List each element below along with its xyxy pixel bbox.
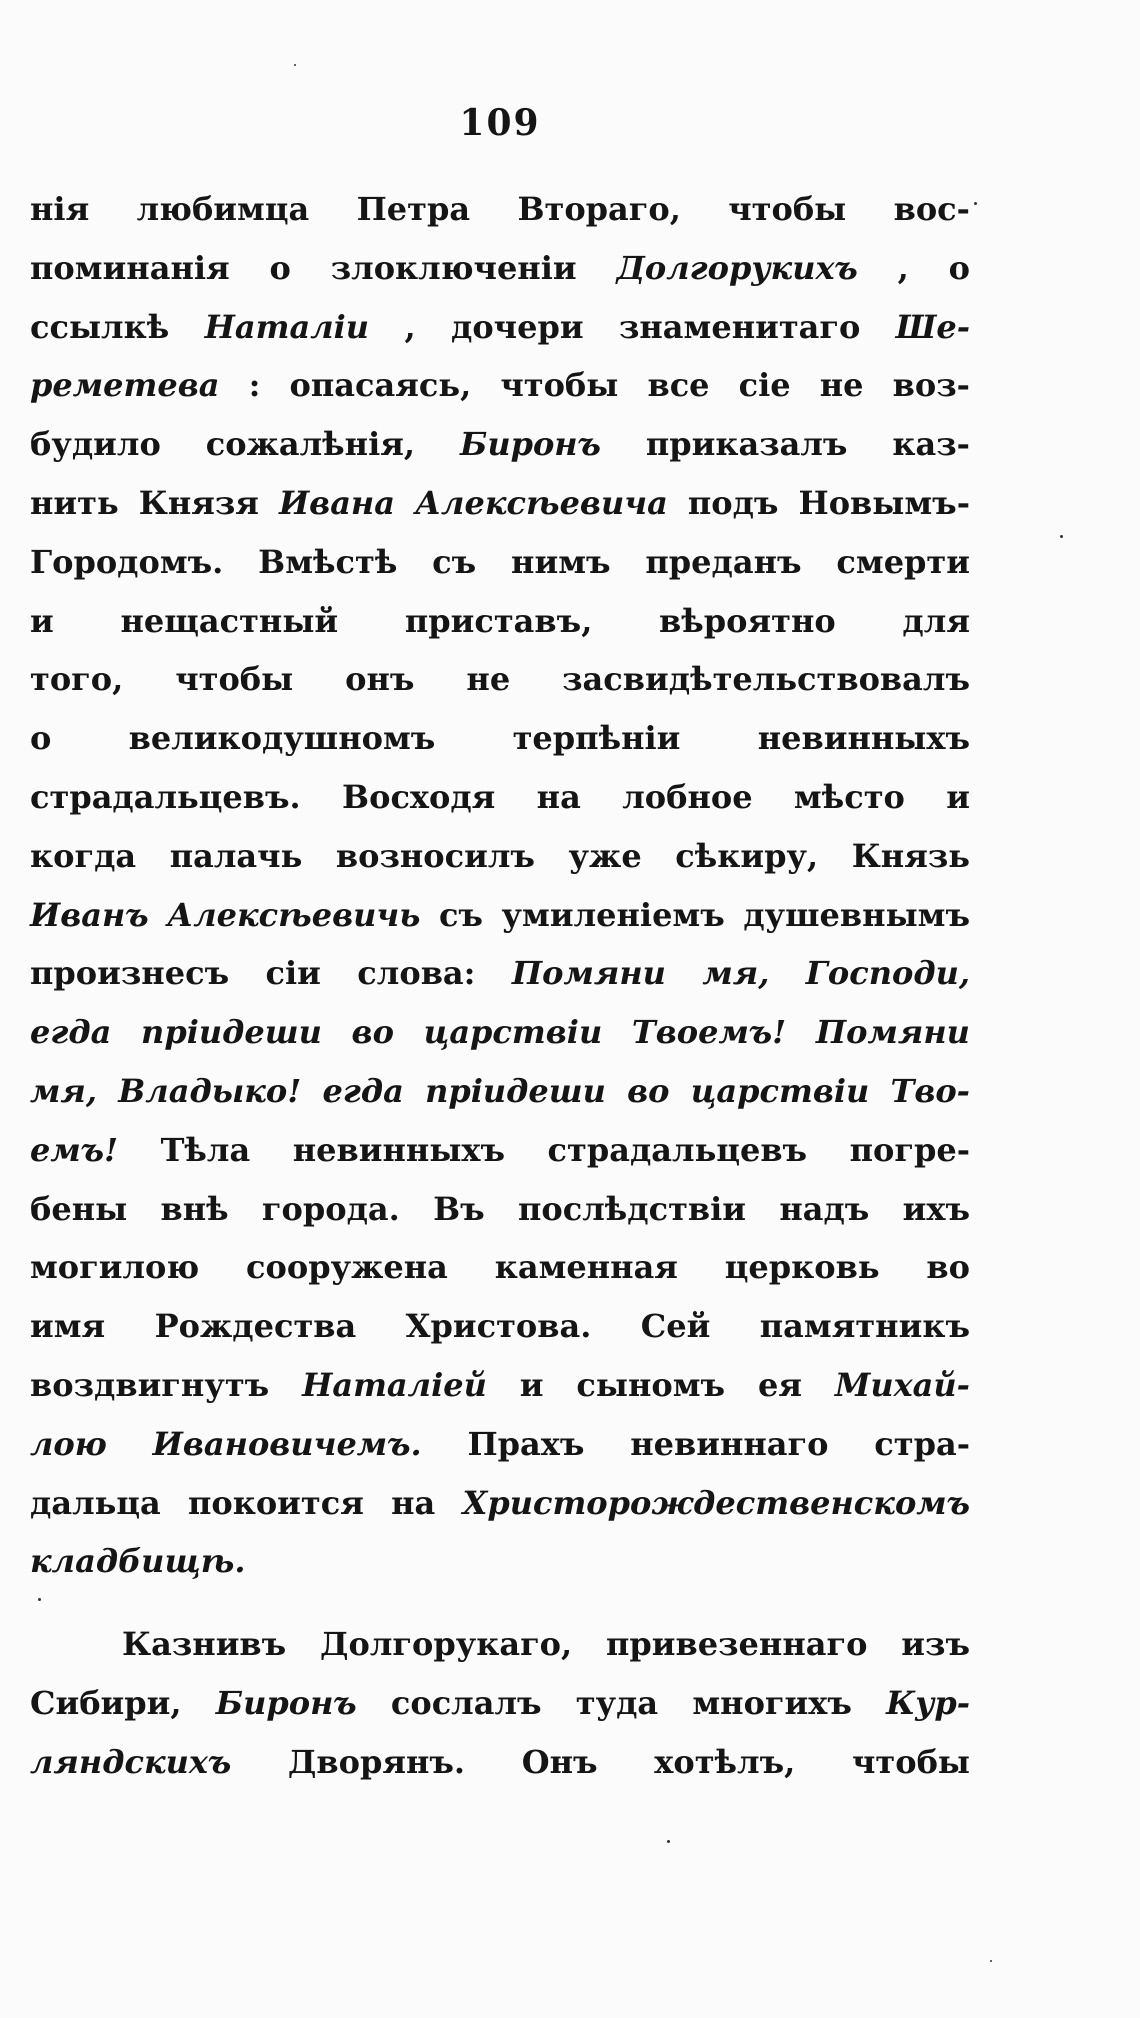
word: онъ <box>345 660 415 699</box>
word: города. <box>261 1189 400 1228</box>
word: съ <box>438 895 483 934</box>
word: чтобы <box>851 1742 970 1781</box>
print-speck <box>667 1840 670 1843</box>
text-line <box>30 1733 970 1792</box>
word: чтобы <box>500 366 619 405</box>
word: терпѣніи <box>512 719 681 758</box>
text-line <box>30 533 970 592</box>
italic-word: Биронъ <box>459 425 601 464</box>
text-line <box>30 1415 970 1474</box>
word: привезеннаго <box>606 1625 868 1664</box>
word: когда <box>30 836 137 875</box>
word: сіе <box>738 366 791 405</box>
word: Въ <box>433 1189 485 1228</box>
word: чтобы <box>728 190 847 228</box>
word: на <box>536 777 581 816</box>
word: Втораго, <box>517 190 681 228</box>
text-line <box>30 1674 970 1733</box>
page-number: 109 <box>459 102 541 144</box>
text-line <box>30 1238 970 1297</box>
word: опасаясь, <box>289 366 472 405</box>
word: сослалъ <box>390 1683 542 1722</box>
text-line <box>30 356 970 415</box>
word: Прахъ <box>467 1424 585 1463</box>
text-line <box>30 709 970 768</box>
word: Петра <box>356 190 471 228</box>
word: о <box>30 719 52 758</box>
word: вѣроятно <box>659 601 836 640</box>
italic-word: Тво- <box>890 1071 970 1110</box>
word: внѣ <box>160 1189 229 1228</box>
body-text <box>30 180 970 1792</box>
word: сыномъ <box>576 1365 726 1404</box>
italic-word: емъ! <box>30 1130 119 1169</box>
italic-word: пріидеши <box>425 1071 606 1110</box>
text-line <box>30 474 970 533</box>
word: послѣдствіи <box>517 1189 747 1228</box>
word: Восходя <box>342 777 496 816</box>
italic-word: Наталіей <box>302 1365 487 1404</box>
italic-word: Михай- <box>834 1365 970 1404</box>
word: ея <box>757 1365 802 1404</box>
italic-word: лою <box>30 1424 107 1463</box>
word: поминанія <box>30 248 230 287</box>
word: не <box>819 366 864 405</box>
italic-word: Господи, <box>805 954 970 993</box>
word: Городомъ. <box>30 542 224 581</box>
italic-word: Долгорукихъ <box>616 248 858 287</box>
word: сооружена <box>246 1248 448 1287</box>
text-line <box>30 1615 970 1674</box>
italic-word: царствіи <box>690 1071 870 1110</box>
word: Сей <box>640 1307 711 1346</box>
word: нимъ <box>511 542 611 581</box>
word: , <box>404 307 416 346</box>
italic-word: мя, <box>702 954 770 993</box>
text-line <box>30 1180 970 1239</box>
word: умиленіемъ <box>501 895 725 934</box>
word: смерти <box>836 542 970 581</box>
word: не <box>466 660 511 699</box>
italic-word: пріидеши <box>141 1013 322 1052</box>
word: злоключеніи <box>330 248 577 287</box>
word: вос- <box>893 190 970 228</box>
word: каменная <box>494 1248 678 1287</box>
word: Казнивъ <box>122 1625 287 1664</box>
italic-word: Помяни <box>815 1013 970 1052</box>
italic-word: Алексѣевичь <box>167 895 421 934</box>
word: , <box>897 248 909 287</box>
italic-word: Помяни <box>511 954 666 993</box>
text-line <box>30 1474 970 1533</box>
word: сожалѣнія, <box>205 425 416 464</box>
word: Дворянъ. <box>287 1742 466 1781</box>
text-line <box>30 1356 970 1415</box>
word: слова: <box>357 954 476 993</box>
text-line <box>30 650 970 709</box>
text-line <box>30 592 970 651</box>
word: надъ <box>779 1189 870 1228</box>
text-line <box>30 1532 970 1591</box>
word: подъ <box>687 483 779 522</box>
italic-word: Кур- <box>886 1683 970 1722</box>
italic-word: во <box>351 1013 394 1052</box>
word: страдальцевъ. <box>30 777 301 816</box>
word: Князя <box>138 483 259 522</box>
word: Рождества <box>154 1307 357 1346</box>
word: съ <box>432 542 477 581</box>
word: невинныхъ <box>757 719 970 758</box>
word: страдальцевъ <box>547 1130 808 1169</box>
word: и <box>519 1365 544 1404</box>
word: нія <box>30 190 90 228</box>
word: будило <box>30 425 161 464</box>
word: Онъ <box>521 1742 598 1781</box>
word: о <box>269 248 291 287</box>
text-line <box>30 944 970 1003</box>
word: и <box>30 601 54 640</box>
word: церковь <box>724 1248 880 1287</box>
word: о <box>948 248 970 287</box>
italic-word: егда <box>30 1013 112 1052</box>
word: приставъ, <box>404 601 593 640</box>
word: чтобы <box>175 660 294 699</box>
word: Князь <box>851 836 970 875</box>
text-line <box>30 886 970 945</box>
word: невиннаго <box>630 1424 829 1463</box>
word: все <box>647 366 710 405</box>
italic-word: Ивановичемъ. <box>152 1424 422 1463</box>
print-speck <box>38 1598 41 1601</box>
word: Христова. <box>405 1307 592 1346</box>
print-speck <box>1060 535 1063 538</box>
word: воздвигнутъ <box>30 1365 270 1404</box>
word: великодушномъ <box>128 719 436 758</box>
word: ссылкѣ <box>30 307 170 346</box>
italic-word: реметева <box>30 366 220 405</box>
text-line <box>30 239 970 298</box>
italic-word: ляндскихъ <box>30 1742 232 1781</box>
text-line <box>30 1121 970 1180</box>
word: каз- <box>892 425 970 464</box>
print-speck <box>974 202 977 205</box>
word: покоится <box>187 1483 364 1522</box>
text-line <box>30 180 970 239</box>
italic-word: Владыко! <box>118 1071 302 1110</box>
print-speck <box>990 1960 992 1962</box>
italic-word: мя, <box>30 1071 98 1110</box>
italic-word: Твоемъ! <box>631 1013 787 1052</box>
word: для <box>902 601 970 640</box>
word: приказалъ <box>645 425 848 464</box>
italic-word: во <box>627 1071 670 1110</box>
word: и <box>946 777 970 816</box>
word: дальца <box>30 1483 161 1522</box>
italic-word: Биронъ <box>215 1683 357 1722</box>
word: душевнымъ <box>743 895 970 934</box>
italic-word: Ше- <box>895 307 970 346</box>
word: нещастный <box>120 601 339 640</box>
word: Новымъ- <box>798 483 970 522</box>
word: многихъ <box>692 1683 852 1722</box>
word: Вмѣстѣ <box>258 542 398 581</box>
word: сіи <box>265 954 321 993</box>
word: ихъ <box>902 1189 970 1228</box>
word: того, <box>30 660 124 699</box>
italic-word: Ивана <box>278 483 395 522</box>
word: произнесъ <box>30 954 230 993</box>
text-line <box>30 768 970 827</box>
word: памятникъ <box>759 1307 970 1346</box>
word: воз- <box>892 366 970 405</box>
text-line <box>30 1062 970 1121</box>
word: лобное <box>622 777 753 816</box>
text-line <box>30 827 970 886</box>
text-line <box>30 298 970 357</box>
word: палачь <box>169 836 303 875</box>
word: хотѣлъ, <box>654 1742 796 1781</box>
word: : <box>248 366 261 405</box>
word: возносилъ <box>335 836 535 875</box>
word: изъ <box>901 1625 970 1664</box>
text-line <box>30 1003 970 1062</box>
italic-word: Алексѣевича <box>414 483 668 522</box>
italic-word: царствіи <box>423 1013 603 1052</box>
word: дочери <box>450 307 584 346</box>
word: могилою <box>30 1248 200 1287</box>
word: нить <box>30 483 119 522</box>
italic-word: Иванъ <box>30 895 149 934</box>
italic-word: егда <box>322 1071 404 1110</box>
word: бены <box>30 1189 128 1228</box>
italic-word: кладбищѣ. <box>30 1542 246 1581</box>
text-line <box>30 1297 970 1356</box>
word: Тѣла <box>160 1130 251 1169</box>
word: погре- <box>849 1130 970 1169</box>
word: невинныхъ <box>292 1130 506 1169</box>
word: туда <box>575 1683 659 1722</box>
word: Долгорукаго, <box>320 1625 573 1664</box>
text-line <box>30 415 970 474</box>
word: имя <box>30 1307 106 1346</box>
word: уже <box>568 836 642 875</box>
italic-word: Христорождественскомъ <box>462 1483 970 1522</box>
print-speck <box>294 64 296 66</box>
word: мѣсто <box>793 777 905 816</box>
italic-word: Наталіи <box>204 307 370 346</box>
word: на <box>391 1483 436 1522</box>
word: сѣкиру, <box>675 836 819 875</box>
word: Сибири, <box>30 1683 182 1722</box>
word: преданъ <box>645 542 802 581</box>
word: любимца <box>136 190 310 228</box>
word: засвидѣтельствовалъ <box>562 660 970 699</box>
word: стра- <box>874 1424 970 1463</box>
word: во <box>926 1248 970 1287</box>
word: знаменитаго <box>618 307 861 346</box>
